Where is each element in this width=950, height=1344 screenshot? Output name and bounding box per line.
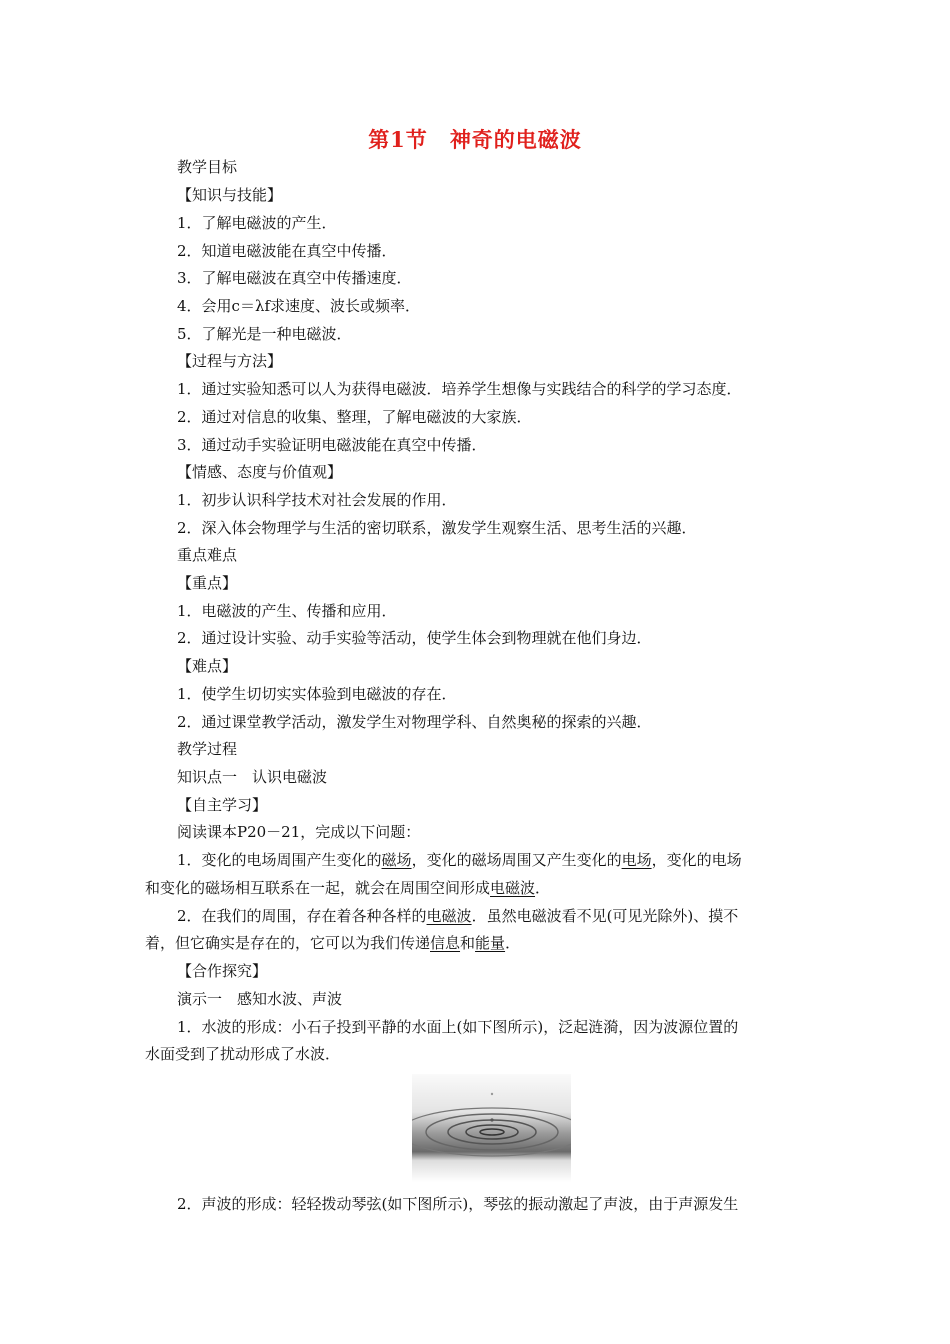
list-item: 2．知道电磁波能在真空中传播． [177,242,397,260]
list-item: 1．使学生切切实实体验到电磁波的存在． [177,685,457,703]
answer-blank: 能量 [475,934,506,952]
list-item: 1．初步认识科学技术对社会发展的作用． [177,491,457,509]
subheading-cooperation: 【合作探究】 [177,962,268,980]
section-heading-focus: 重点难点 [177,546,238,564]
answer-blank: 磁场 [381,851,412,869]
reading-instruction: 阅读课本P20－21，完成以下问题： [177,823,421,841]
question-1-line-1: 1．变化的电场周围产生变化的磁场，变化的磁场周围又产生变化的电场，变化的电场 [177,851,742,869]
list-item: 4．会用c＝λf求速度、波长或频率． [177,297,421,315]
water-ripple-image [412,1074,571,1182]
list-item: 2．通过对信息的收集、整理，了解电磁波的大家族． [177,408,532,426]
question-2-line-2: 着，但它确实是存在的，它可以为我们传递信息和能量． [145,934,521,952]
answer-blank: 信息 [430,934,461,952]
list-item: 2．深入体会物理学与生活的密切联系，激发学生观察生活、思考生活的兴趣． [177,519,697,537]
list-item: 3．了解电磁波在真空中传播速度． [177,269,412,287]
subheading-key: 【重点】 [177,574,238,592]
question-2-line-1: 2．在我们的周围，存在着各种各样的电磁波．虽然电磁波看不见(可见光除外)、摸不 [177,907,739,925]
subheading-self-study: 【自主学习】 [177,796,268,814]
section-heading-process: 教学过程 [177,740,238,758]
demo-heading: 演示一 感知水波、声波 [177,990,343,1008]
list-item: 5．了解光是一种电磁波． [177,325,352,343]
knowledge-point-heading: 知识点一 认识电磁波 [177,768,328,786]
list-item: 2．通过设计实验、动手实验等活动，使学生体会到物理就在他们身边． [177,629,652,647]
list-item: 2．通过课堂教学活动，激发学生对物理学科、自然奥秘的探索的兴趣． [177,713,652,731]
paragraph-sound-wave: 2．声波的形成：轻轻拨动琴弦(如下图所示)，琴弦的振动激起了声波，由于声源发生 [177,1195,739,1213]
subheading-knowledge: 【知识与技能】 [177,186,283,204]
answer-blank: 电场 [621,851,652,869]
subheading-difficulty: 【难点】 [177,657,238,675]
answer-blank: 电磁波 [490,879,536,897]
list-item: 1．电磁波的产生、传播和应用． [177,602,397,620]
list-item: 3．通过动手实验证明电磁波能在真空中传播． [177,436,487,454]
subheading-emotion: 【情感、态度与价值观】 [177,463,343,481]
paragraph-water-wave-1: 1．水波的形成：小石子投到平静的水面上(如下图所示)，泛起涟漪，因为波源位置的 [177,1018,739,1036]
list-item: 1．了解电磁波的产生． [177,214,337,232]
page-title: 第1节 神奇的电磁波 [368,127,582,152]
paragraph-water-wave-2: 水面受到了扰动形成了水波． [145,1045,341,1063]
list-item: 1．通过实验知悉可以人为获得电磁波．培养学生想像与实践结合的科学的学习态度． [177,380,742,398]
question-1-line-2: 和变化的磁场相互联系在一起，就会在周围空间形成电磁波． [145,879,551,897]
water-ripple-graphic [412,1074,571,1182]
subheading-process-method: 【过程与方法】 [177,352,283,370]
section-heading-goals: 教学目标 [177,158,238,176]
answer-blank: 电磁波 [426,907,472,925]
